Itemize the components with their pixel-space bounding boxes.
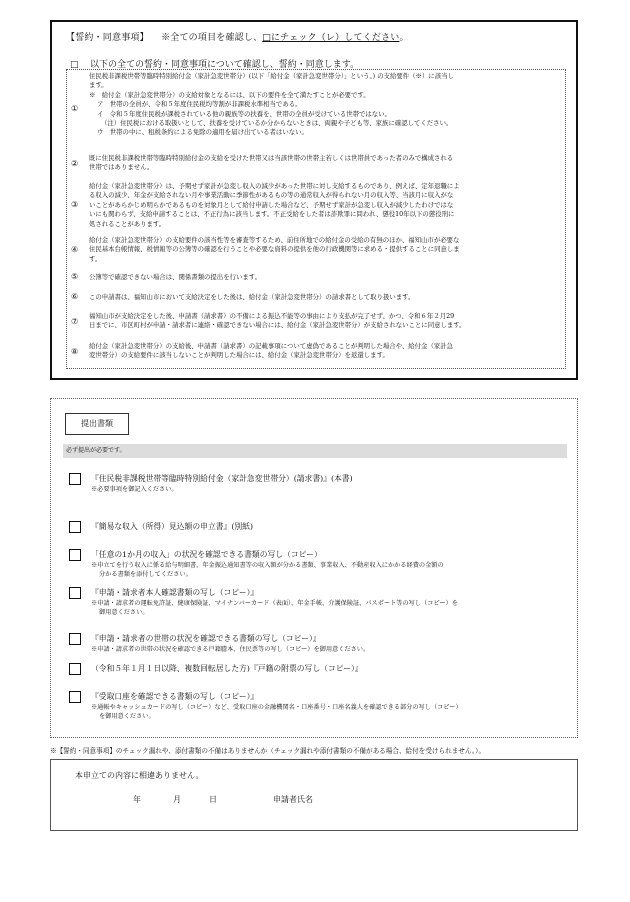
document-note-line: ※申請・請求者の運転免許証、健康保険証、マイナンバーカード（表面）、年金手帳、介護保険証、パスポート等の写し（コピー）を	[91, 600, 458, 607]
document-note	[91, 704, 571, 721]
applicant-name-label: 申請者氏名	[273, 795, 313, 804]
pledge-item-number: ⑧	[71, 347, 79, 356]
document-checkbox[interactable]	[69, 521, 81, 533]
pledge-line: この申請書は、福知山市において支給決定をした後は、給付金（家計急変世帯分）の請求書として取り扱います。	[89, 293, 415, 301]
pledge-line: 住民基本台帳情報、税情報等の公簿等の確認を行うことや必要な資料の提供を他の行政機関等に求める・提供することに同意しま	[89, 245, 460, 254]
document-checkbox[interactable]	[69, 691, 81, 703]
pledge-line: 処されることがあります。	[89, 219, 166, 228]
pledge-line: 日までに、市区町村が申請・請求者に連絡・確認できない場合には、給付金（家計急変世帯分）が支給されないことに同意します。	[89, 321, 466, 330]
pledge-items	[66, 69, 566, 369]
document-checkbox[interactable]	[69, 473, 81, 485]
document-note-line: ※申立てを行う収入に係る給与明細書、年金振込通知書等の収入額が分かる書類、事業収入、不動産収入にかかる経費の金額の	[91, 562, 444, 569]
pledge-item-5	[67, 272, 565, 284]
document-note	[91, 600, 571, 617]
pledge-line: ※ 給付金（家計急変世帯分）の支給対象となるには、以下の要件を全て満たすことが必要です。	[89, 90, 370, 99]
pledge-title-note: ※全ての項目を確認し、	[161, 33, 263, 43]
declaration-section	[50, 759, 578, 831]
pledge-item-6	[67, 292, 565, 304]
pledge-item-number: ⑤	[71, 272, 79, 281]
document-note-line: 御用意ください。	[99, 608, 149, 616]
pledge-line: 世帯ではありません。	[89, 163, 154, 172]
pledge-title	[66, 30, 409, 43]
pledge-line: 福知山市が支給決定をした後、申請書（請求書）の不備による振込不能等の事由により支払が完了せず、かつ、令和６年２月29	[89, 312, 455, 320]
document-note-line: を御用意ください。	[99, 712, 155, 720]
check-reminder-note: ※【誓約・同意事項】のチェック漏れや、添付書類の不備はありませんか（チェック漏れや添付書類の不備がある場合、給付を受けられません。）。	[50, 747, 486, 755]
pledge-item-number: ②	[71, 159, 79, 168]
pledge-line: いにも関わらず、支給申請することは、不正行為に該当します。不正受給をした者は詐欺罪に問われ、懲役10年以下の懲役刑に	[89, 210, 455, 219]
document-checkbox[interactable]	[69, 587, 81, 599]
document-title: 『受取口座を確認できる書類の写し（コピー）』	[91, 692, 259, 701]
pledge-title-note-underlined: □にチェック（レ）してください	[262, 33, 400, 43]
pledge-item-2	[67, 154, 565, 176]
pledge-item-1	[67, 72, 565, 148]
agree-checkbox[interactable]: □	[70, 60, 79, 70]
pledge-line: 住民税非課税世帯等臨時特別給付金（家計急変世帯分）(以下「給付金（家計急変世帯分）」という。) の支給要件（※）に該当し	[89, 72, 454, 80]
pledge-item-number: ⑦	[71, 317, 79, 326]
document-checkbox[interactable]	[69, 549, 81, 561]
pledge-line: 給付金（家計急変世帯分）の支給要件の該当性等を審査等するため、前住所地での給付金の受給の有無のほか、福知山市が必要な	[89, 236, 460, 244]
pledge-item-number: ①	[71, 104, 79, 113]
document-checkbox[interactable]	[69, 633, 81, 645]
pledge-line: （注）住民税における取扱いとして、扶養を受けているか分からないときは、両親や子ども等、家族に確認してください。	[101, 119, 453, 128]
pledge-title-head: 【誓約・同意事項】	[66, 33, 149, 43]
document-title: 「任意の1か月の収入」の状況を確認できる書類の写し（コピー）	[91, 550, 322, 559]
document-note	[91, 486, 571, 495]
document-checkbox[interactable]	[69, 663, 81, 675]
pledge-item-number: ④	[71, 245, 79, 254]
pledge-title-end: 。	[399, 33, 409, 43]
pledge-item-4	[67, 236, 565, 266]
document-title: 『申請・請求者の世帯の状況を確認できる書類の写し（コピー）』	[91, 634, 321, 643]
pledge-line: 給付金（家計急変世帯分）は、予期せず家計が急変し収入の減少があった世帯に対し支給するものであり、例えば、定年退職によ	[89, 182, 460, 190]
document-note-line: ※申請・請求者の世帯の状況を確認できる戸籍謄本、住民票等の写し（コピー）を御用意ください。	[91, 646, 370, 653]
document-note-line: ※必要事項を御記入ください。	[91, 486, 178, 493]
document-title: （令和５年１月１日以降、複数回転居した方)『戸籍の附票の写し（コピー）』	[91, 664, 363, 673]
pledge-item-8	[67, 342, 565, 364]
document-title: 『住民税非課税世帯等臨時特別給付金（家計急変世帯分）(請求書)』(本書)	[91, 474, 353, 483]
documents-tag: 提出書類	[65, 413, 129, 435]
pledge-item-number: ③	[71, 200, 79, 209]
document-note-line: ※通帳やキャッシュカードの写し（コピー）など、受取口座の金融機関名・口座番号・口座名義人を確認できる部分の写し（コピー）	[91, 704, 462, 711]
pledge-line: イ 令和５年度住民税が課税されている他の親族等の扶養を、世帯の全員が受けている世帯ではない。	[97, 109, 391, 118]
year-label: 年	[133, 795, 141, 804]
pledge-item-3	[67, 182, 565, 232]
documents-required-bar: 必ず提出が必要です。	[63, 444, 567, 458]
month-label: 月	[173, 795, 181, 804]
document-title: 『申請・請求者本人確認書類の写し（コピー）』	[91, 588, 259, 597]
pledge-line: ます。	[89, 81, 108, 90]
document-note	[91, 646, 571, 655]
pledge-line: ウ 世帯の中に、租税条約による免除の適用を届け出ている者はいない。	[97, 128, 308, 137]
pledge-line: 給付金（家計急変世帯分）の支給後、申請書（請求書）の記載事項について虚偽であることが判明した場合や、給付金（家計急	[89, 342, 454, 350]
pledge-line: 公簿等で確認できない場合は、関係書類の提出を行います。	[89, 273, 262, 281]
document-note	[91, 562, 571, 579]
pledge-line: いことがあらかじめ明らかであるものを対象月として給付申請した場合など、予期せず家計が急変し収入が減少したわけではな	[89, 200, 454, 209]
pledge-line: 変世帯分）の支給要件に該当しないことが判明した場合には、給付金（家計急変世帯分）を返還します。	[89, 351, 389, 360]
document-title: 『簡易な収入（所得）見込額の申立書』(別紙)	[91, 522, 254, 531]
document-note-line: 分かる書類を添付してください。	[99, 570, 192, 578]
pledge-line: す。	[89, 254, 102, 263]
pledge-line: る収入の減少、年金が支給されない月や事業活動に季節性があるもの等の通常収入が得られない月の収入等、当該月に収入がな	[89, 191, 454, 200]
declaration-text: 本申立ての内容に相違ありません。	[75, 771, 204, 780]
pledge-item-7	[67, 312, 565, 334]
agree-text: 以下の全ての誓約・同意事項について確認し、誓約・同意します。	[89, 60, 360, 70]
day-label: 日	[209, 795, 217, 804]
pledge-section	[50, 20, 578, 380]
pledge-line: ア 世帯の全員が、令和５年度住民税均等割が非課税水準相当である。	[97, 100, 302, 109]
documents-section	[50, 398, 578, 738]
pledge-line: 既に住民税非課税世帯等臨時特別給付金の支給を受けた世帯又は当該世帯の世帯主若しくは世帯員であった者のみで構成される	[89, 154, 454, 162]
pledge-item-number: ⑥	[71, 292, 79, 301]
